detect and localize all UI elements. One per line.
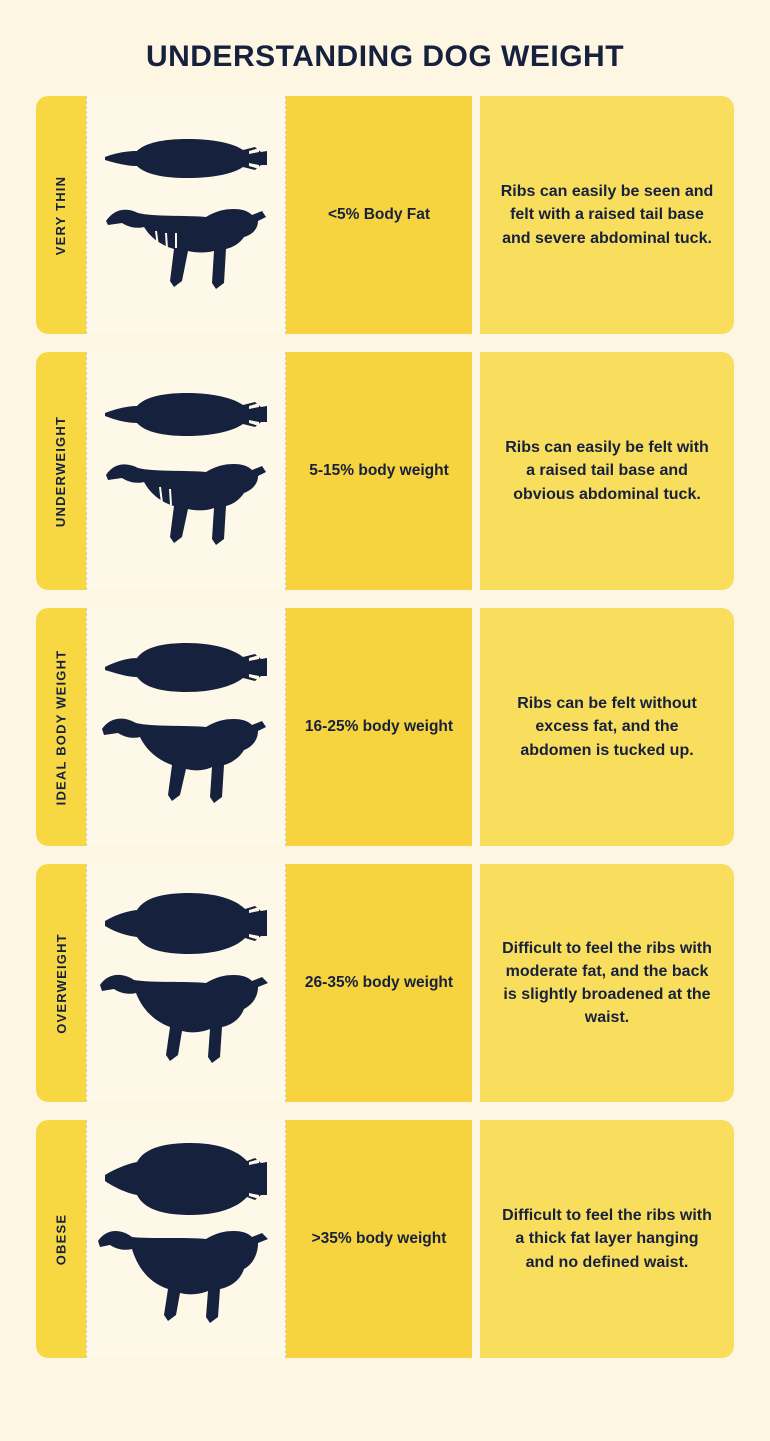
description-cell (480, 1120, 734, 1358)
category-cell (36, 864, 86, 1102)
dog-top-view-icon (101, 891, 271, 957)
body-fat-cell (286, 608, 472, 846)
spacer (472, 352, 480, 590)
dog-illustration-cell (86, 608, 286, 846)
category-cell (36, 96, 86, 334)
description-cell (480, 352, 734, 590)
description-label: Ribs can easily be seen and felt with a raised tail base and severe abdominal tuck. (500, 183, 714, 247)
weight-category-rows (0, 96, 770, 1358)
table-row (36, 1120, 734, 1358)
category-cell (36, 608, 86, 846)
description-cell (480, 96, 734, 334)
body-fat-label: 16-25% body weight (304, 717, 454, 735)
spacer (472, 96, 480, 334)
spacer (472, 1120, 480, 1358)
category-label: IDEAL BODY WEIGHT (53, 649, 69, 805)
description-label: Difficult to feel the ribs with a thick fat layer hanging and no defined waist. (502, 1207, 712, 1271)
category-cell (36, 352, 86, 590)
table-row (36, 96, 734, 334)
table-row (36, 864, 734, 1102)
dog-side-view-icon (98, 191, 274, 299)
body-fat-cell (286, 352, 472, 590)
page-title: UNDERSTANDING DOG WEIGHT (145, 40, 625, 73)
dog-top-view-icon (101, 639, 271, 699)
spacer (472, 608, 480, 846)
body-fat-label: >35% body weight (311, 1229, 447, 1247)
category-label: UNDERWEIGHT (53, 415, 69, 527)
dog-illustration-cell (86, 96, 286, 334)
dog-side-view-icon (96, 703, 276, 815)
category-label: OBESE (53, 1213, 69, 1265)
body-fat-cell (286, 864, 472, 1102)
dog-side-view-icon (98, 447, 274, 555)
body-fat-cell (286, 1120, 472, 1358)
dog-top-view-icon (101, 387, 271, 443)
dog-illustration-cell (86, 352, 286, 590)
dog-illustration-cell (86, 864, 286, 1102)
dog-top-view-icon (101, 1143, 271, 1215)
dog-illustration-cell (86, 1120, 286, 1358)
body-fat-label: <5% Body Fat (327, 205, 431, 223)
table-row (36, 608, 734, 846)
spacer (472, 864, 480, 1102)
dog-side-view-icon (92, 1219, 280, 1335)
dog-side-view-icon (94, 961, 278, 1075)
description-label: Ribs can be felt without excess fat, and the abdomen is tucked up. (517, 695, 697, 759)
body-fat-cell (286, 96, 472, 334)
description-label: Ribs can easily be felt with a raised tail base and obvious abdominal tuck. (505, 439, 709, 503)
body-fat-label: 5-15% body weight (309, 461, 449, 479)
body-fat-label: 26-35% body weight (304, 973, 454, 991)
category-label: OVERWEIGHT (53, 932, 69, 1034)
table-row (36, 352, 734, 590)
category-label: VERY THIN (53, 175, 69, 255)
dog-top-view-icon (101, 131, 271, 187)
description-cell (480, 608, 734, 846)
description-label: Difficult to feel the ribs with moderate fat, and the back is slightly broadened at the waist. (502, 939, 712, 1027)
category-cell (36, 1120, 86, 1358)
description-cell (480, 864, 734, 1102)
